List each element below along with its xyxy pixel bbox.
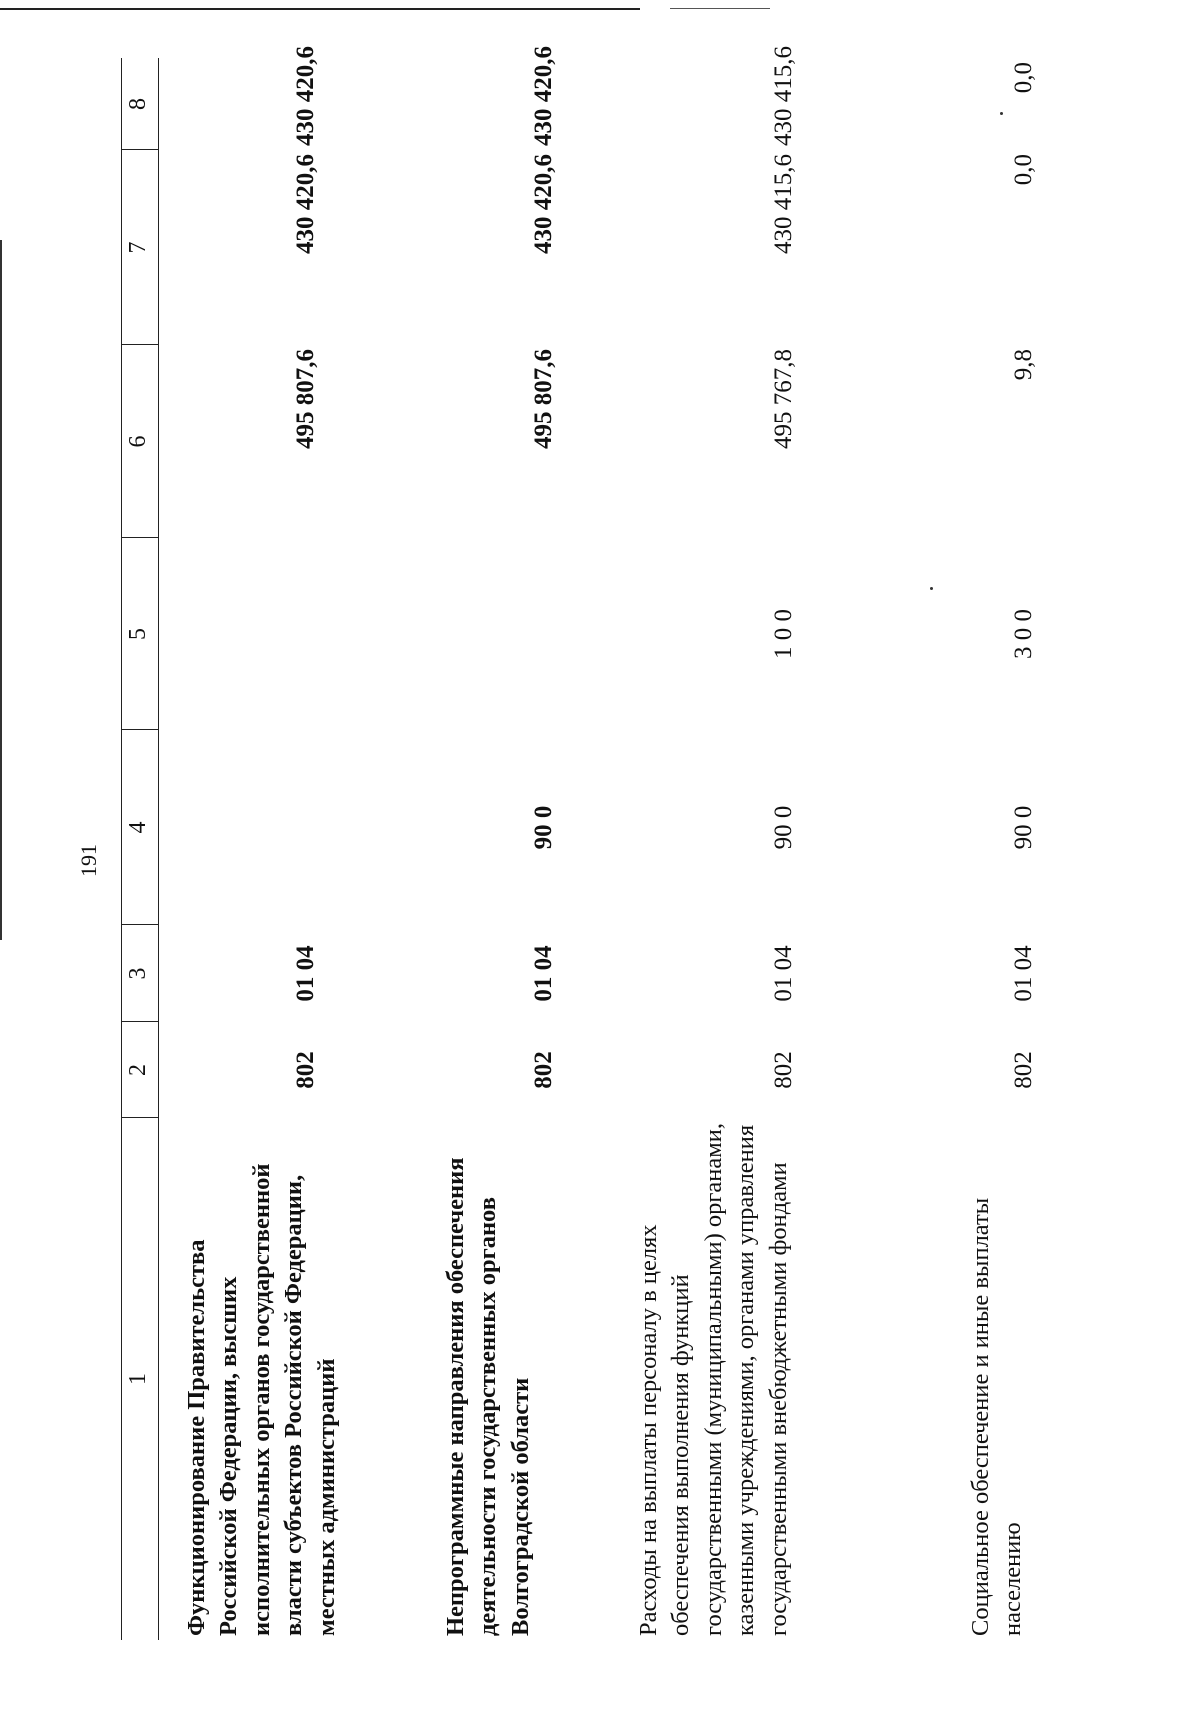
row-col8: 0,0 bbox=[1010, 62, 1037, 94]
row-name: Расходы на выплаты персоналу в целях обеспечения выполнения функций государственными (муниципальными) органами, казенными учреждениями, органами управления государственными внебюджетными фондами bbox=[635, 1122, 792, 1636]
column-header-2: 2 bbox=[125, 1064, 151, 1076]
header-rule-bottom bbox=[158, 58, 159, 1640]
row-col3: 01 04 bbox=[770, 945, 797, 1002]
row-name: Социальное обеспечение и иные выплаты населению bbox=[967, 1197, 1027, 1636]
row-col7: 430 420,6 bbox=[292, 154, 319, 254]
row-col7: 0,0 bbox=[1010, 154, 1037, 186]
row-col4: 90 0 bbox=[530, 805, 557, 850]
row-col4: 90 0 bbox=[1010, 805, 1037, 850]
row-col3: 01 04 bbox=[530, 945, 557, 1002]
row-col5: 3 0 0 bbox=[1010, 609, 1037, 659]
header-rule-top bbox=[121, 58, 122, 1640]
row-col2: 802 bbox=[770, 1051, 797, 1089]
column-header-3: 3 bbox=[125, 967, 151, 980]
row-col8: 430 420,6 bbox=[292, 46, 319, 146]
column-header-7: 7 bbox=[125, 241, 151, 254]
row-col6: 9,8 bbox=[1010, 349, 1037, 381]
row-col7: 430 415,6 bbox=[770, 154, 797, 254]
row-col8: 430 415,6 bbox=[770, 46, 797, 146]
column-header-1: 1 bbox=[125, 1373, 151, 1385]
row-col2: 802 bbox=[1010, 1051, 1037, 1089]
row-col2: 802 bbox=[530, 1051, 557, 1089]
row-col6: 495 767,8 bbox=[770, 349, 797, 449]
column-header-4: 4 bbox=[125, 821, 151, 834]
column-header-5: 5 bbox=[125, 628, 151, 640]
row-col4: 90 0 bbox=[770, 805, 797, 850]
row-col6: 495 807,6 bbox=[292, 349, 319, 449]
column-header-6: 6 bbox=[125, 435, 151, 448]
column-header-8: 8 bbox=[125, 98, 151, 110]
row-col3: 01 04 bbox=[1010, 945, 1037, 1002]
row-col6: 495 807,6 bbox=[530, 349, 557, 449]
scan-speck bbox=[1000, 112, 1003, 115]
row-col2: 802 bbox=[292, 1051, 319, 1089]
scan-speck bbox=[930, 587, 933, 590]
row-col7: 430 420,6 bbox=[530, 154, 557, 254]
row-col5: 1 0 0 bbox=[770, 609, 797, 659]
row-name: Непрограммные направления обеспечения деятельности государственных органов Волгоградской области bbox=[442, 1157, 534, 1636]
row-name: Функционирование Правительства Российской Федерации, высших исполнительных органов государственной власти субъектов Российской Федерации, местных администраций bbox=[183, 1163, 340, 1636]
page-number: 191 bbox=[76, 844, 101, 877]
row-col3: 01 04 bbox=[292, 945, 319, 1002]
row-col8: 430 420,6 bbox=[530, 46, 557, 146]
